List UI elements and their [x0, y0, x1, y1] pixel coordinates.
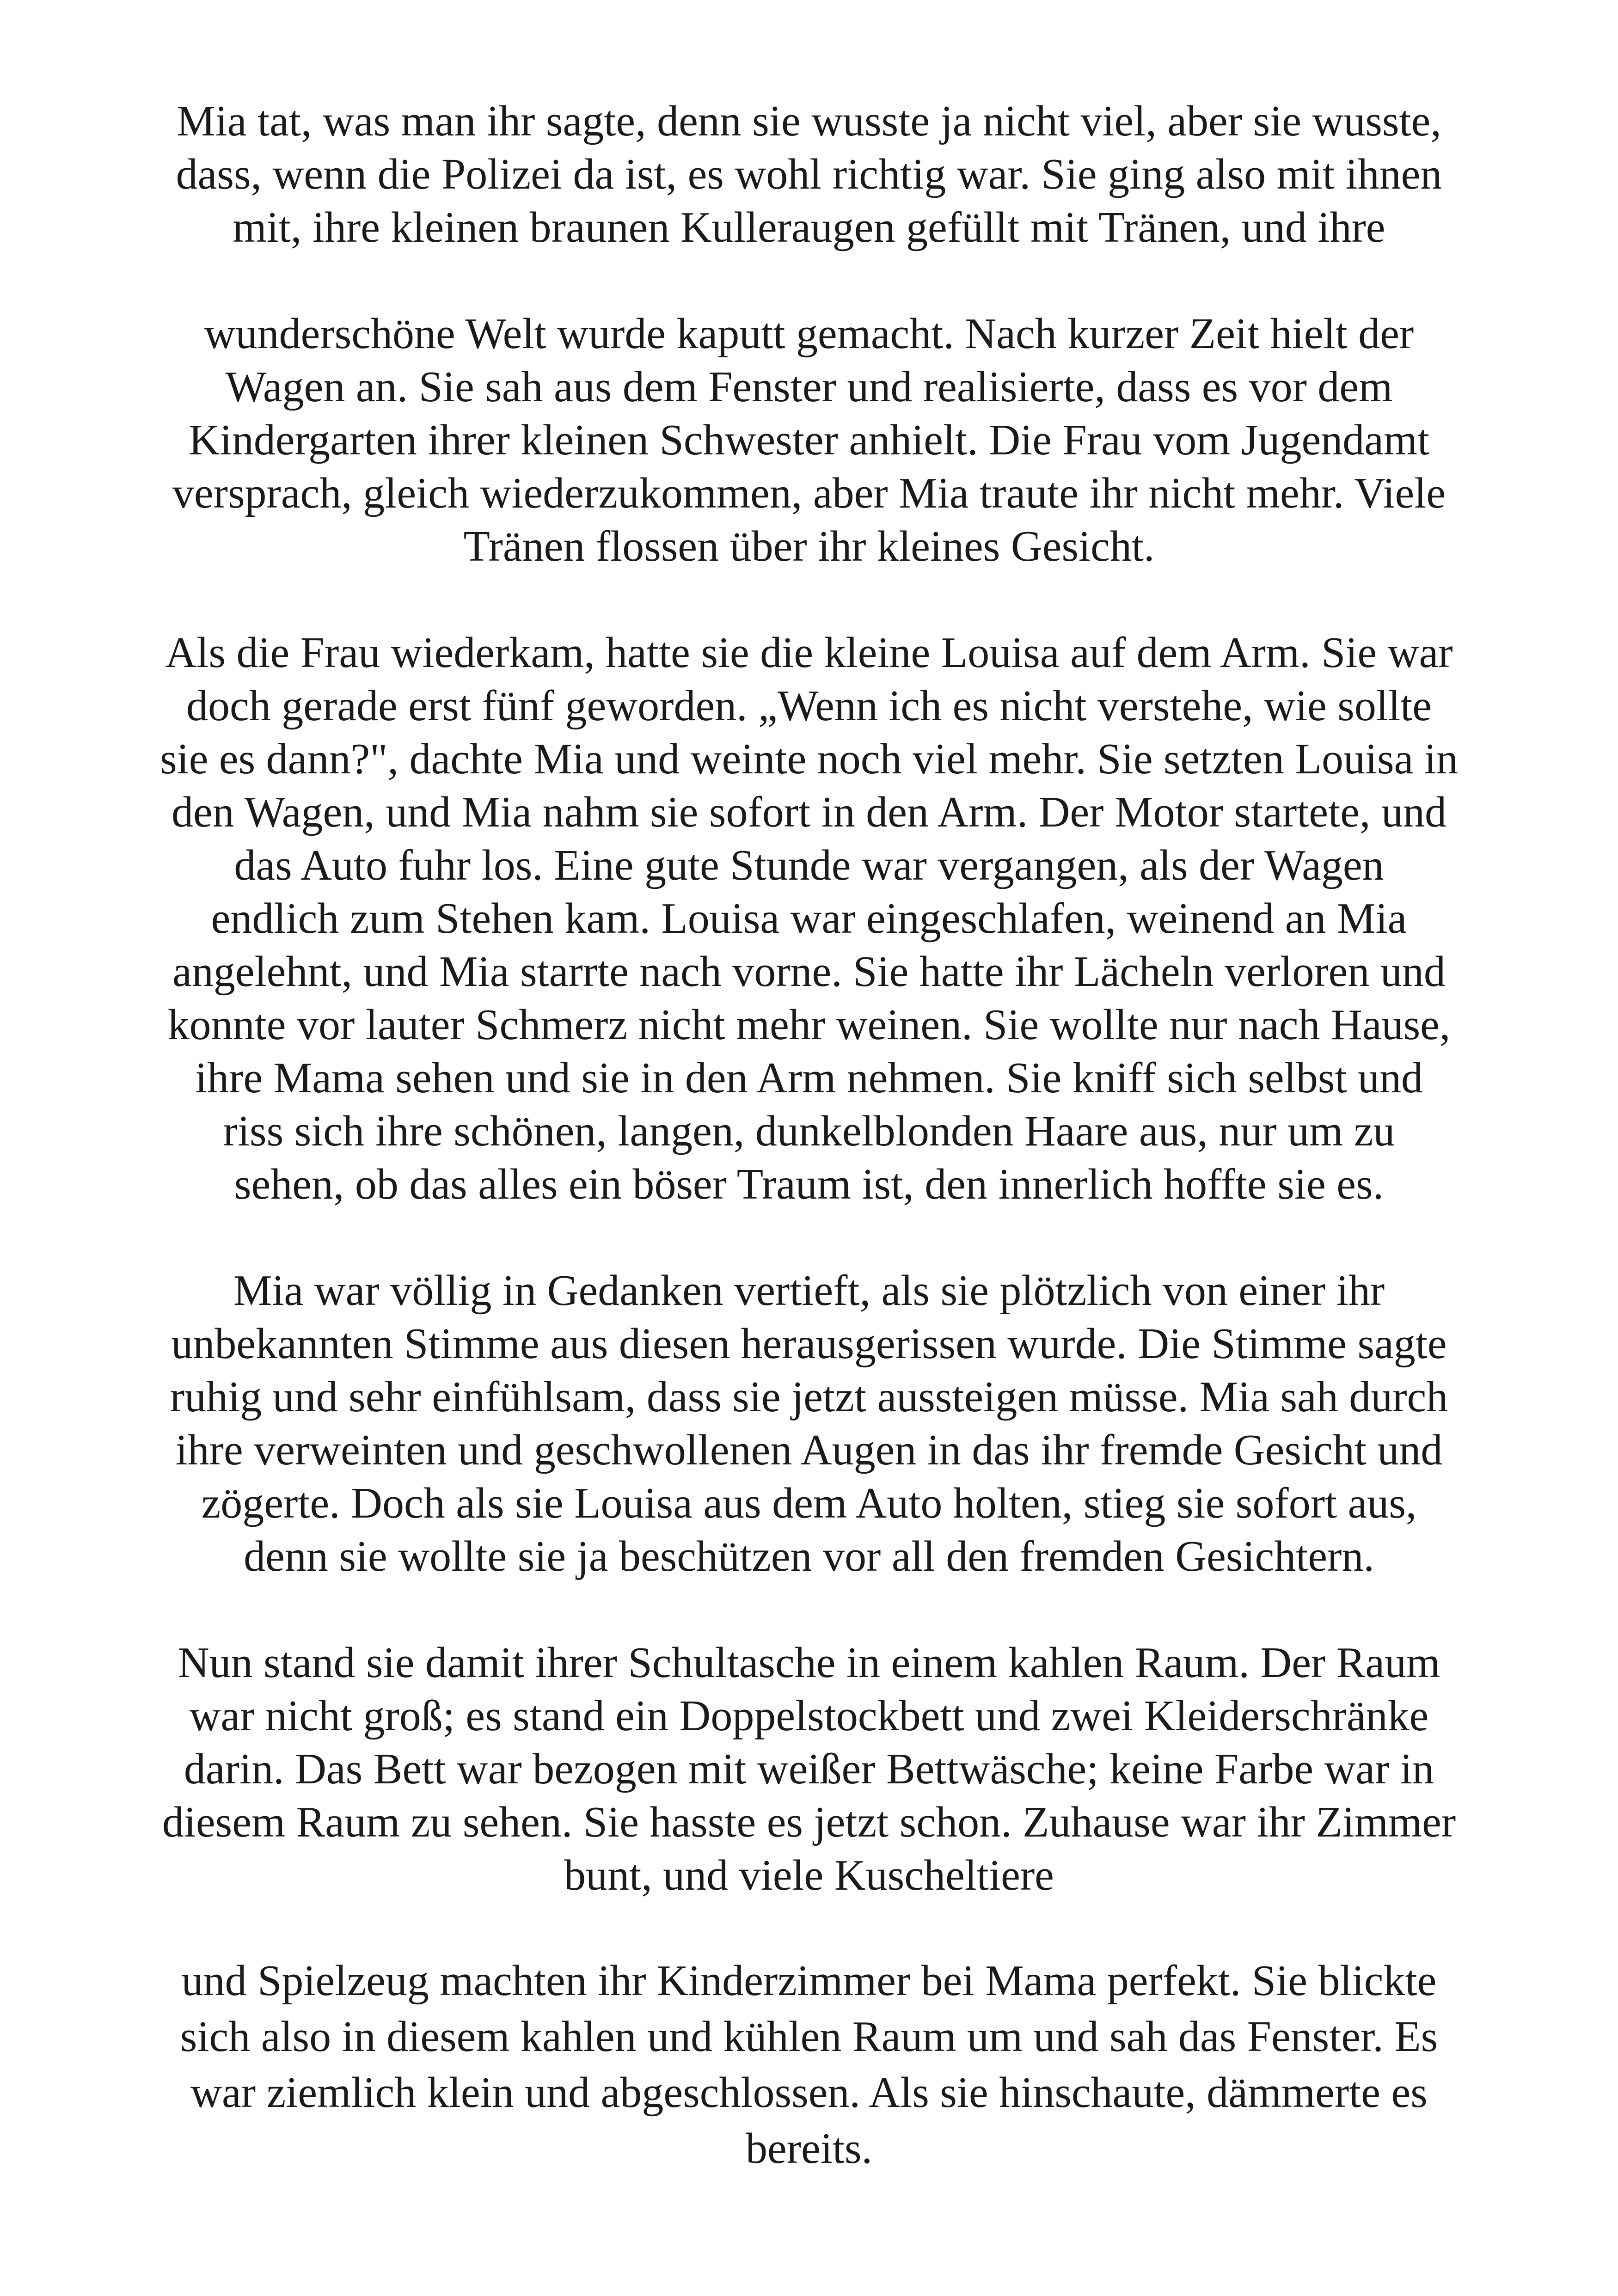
text-line: und Spielzeug machten ihr Kinderzimmer bei Mama perfekt. Sie blickte [181, 1957, 1437, 2005]
text-line: endlich zum Stehen kam. Louisa war eingeschlafen, weinend an Mia [211, 894, 1407, 943]
paragraph-4 [83, 1264, 1535, 1583]
text-line: riss sich ihre schönen, langen, dunkelblonden Haare aus, nur um zu [223, 1107, 1395, 1155]
text-line: angelehnt, und Mia starrte nach vorne. Sie hatte ihr Lächeln verloren und [172, 948, 1446, 996]
text-line: unbekannten Stimme aus diesen herausgerissen wurde. Die Stimme sagte [171, 1320, 1447, 1368]
text-line: das Auto fuhr los. Eine gute Stunde war vergangen, als der Wagen [234, 841, 1384, 889]
paragraph-3 [83, 626, 1535, 1211]
text-line: Nun stand sie damit ihrer Schultasche in einem kahlen Raum. Der Raum [178, 1639, 1440, 1687]
text-line: Mia tat, was man ihr sagte, denn sie wusste ja nicht viel, aber sie wusste, [177, 97, 1441, 145]
text-line: Wagen an. Sie sah aus dem Fenster und realisierte, dass es vor dem [225, 363, 1393, 411]
text-line: denn sie wollte sie ja beschützen vor all den fremden Gesichtern. [244, 1532, 1374, 1580]
text-line: Mia war völlig in Gedanken vertieft, als sie plötzlich von einer ihr [233, 1267, 1385, 1315]
paragraph-6 [83, 1953, 1535, 2177]
text-line: Kindergarten ihrer kleinen Schwester anhielt. Die Frau vom Jugendamt [188, 416, 1430, 464]
text-line: ihre verweinten und geschwollenen Augen in das ihr fremde Gesicht und [175, 1426, 1443, 1474]
text-line: sich also in diesem kahlen und kühlen Raum um und sah das Fenster. Es [180, 2013, 1438, 2061]
text-line: zögerte. Doch als sie Louisa aus dem Auto holten, stieg sie sofort aus, [201, 1479, 1417, 1527]
text-line: ihre Mama sehen und sie in den Arm nehmen. Sie kniff sich selbst und [195, 1054, 1423, 1102]
text-line: Als die Frau wiederkam, hatte sie die kleine Louisa auf dem Arm. Sie war [165, 629, 1453, 677]
text-line: war nicht groß; es stand ein Doppelstockbett und zwei Kleiderschränke [189, 1692, 1429, 1740]
text-line: bereits. [745, 2125, 873, 2173]
text-line: konnte vor lauter Schmerz nicht mehr weinen. Sie wollte nur nach Hause, [167, 1001, 1451, 1049]
text-line: doch gerade erst fünf geworden. „Wenn ich es nicht verstehe, wie sollte [186, 682, 1432, 730]
text-line: war ziemlich klein und abgeschlossen. Als sie hinschaute, dämmerte es [190, 2069, 1428, 2117]
text-line: sie es dann?", dachte Mia und weinte noch viel mehr. Sie setzten Louisa in [160, 735, 1458, 783]
text-line: versprach, gleich wiederzukommen, aber Mia traute ihr nicht mehr. Viele [172, 469, 1446, 517]
text-line: ruhig und sehr einfühlsam, dass sie jetzt aussteigen müsse. Mia sah durch [170, 1373, 1448, 1421]
text-line: dass, wenn die Polizei da ist, es wohl richtig war. Sie ging also mit ihnen [176, 150, 1442, 198]
text-line: sehen, ob das alles ein böser Traum ist, den innerlich hoffte sie es. [234, 1160, 1384, 1208]
paragraph-5 [83, 1636, 1535, 1902]
text-line: den Wagen, und Mia nahm sie sofort in den Arm. Der Motor startete, und [172, 788, 1446, 836]
text-line: wunderschöne Welt wurde kaputt gemacht. Nach kurzer Zeit hielt der [204, 310, 1414, 358]
text-line: Tränen flossen über ihr kleines Gesicht. [463, 522, 1155, 570]
text-line: diesem Raum zu sehen. Sie hasste es jetzt schon. Zuhause war ihr Zimmer [162, 1798, 1456, 1846]
text-line: darin. Das Bett war bezogen mit weißer Bettwäsche; keine Farbe war in [184, 1745, 1434, 1793]
paragraph-1 [83, 95, 1535, 254]
text-line: mit, ihre kleinen braunen Kulleraugen gefüllt mit Tränen, und ihre [233, 203, 1385, 251]
paragraph-2 [83, 307, 1535, 573]
text-line: bunt, und viele Kuscheltiere [564, 1851, 1054, 1899]
